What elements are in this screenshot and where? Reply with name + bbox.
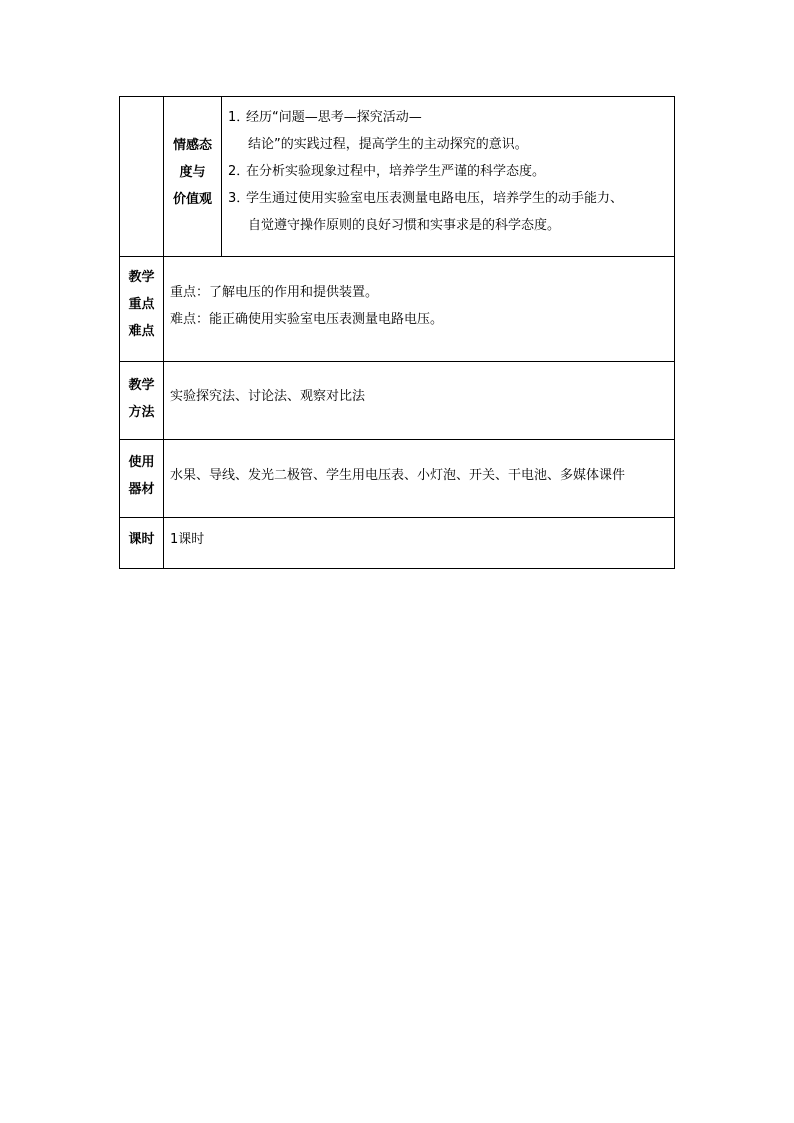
method-text: 实验探究法、讨论法、观察对比法 [170, 389, 366, 404]
row-divider-1 [120, 256, 674, 257]
lesson-plan-table [119, 96, 675, 569]
attitude-label-line: 情感态 [172, 138, 212, 153]
difficult-point-text: 难点：能正确使用实验室电压表测量电路电压。 [170, 312, 444, 327]
attitude-item-1 [228, 104, 422, 131]
key-points-label-line: 难点 [128, 324, 155, 339]
attitude-label-line: 价值观 [172, 192, 212, 207]
attitude-item-3 [228, 185, 623, 212]
attitude-item-text: 在分析实验现象过程中，培养学生严谨的科学态度。 [246, 164, 546, 179]
method-row-label [120, 372, 163, 426]
attitude-item-1-continued: 结论”的实践过程，提高学生的主动探究的意识。 [248, 137, 528, 152]
key-point-text: 重点：了解电压的作用和提供装置。 [170, 285, 379, 300]
row-divider-2 [120, 361, 674, 362]
row-divider-4 [120, 517, 674, 518]
column-divider-2 [221, 97, 222, 256]
row-divider-3 [120, 439, 674, 440]
key-points-label-line: 重点 [128, 297, 155, 312]
equipment-text: 水果、导线、发光二极管、学生用电压表、小灯泡、开关、干电池、多媒体课件 [170, 468, 626, 483]
list-number: 1． [228, 110, 250, 125]
equipment-label-line: 使用 [128, 455, 155, 470]
list-number: 3． [228, 191, 250, 206]
attitude-item-2 [228, 158, 545, 185]
periods-row-label [120, 526, 163, 553]
key-points-row-label [120, 264, 163, 345]
periods-label-line: 课时 [128, 532, 155, 547]
equipment-label-line: 器材 [128, 482, 155, 497]
list-number: 2． [228, 164, 250, 179]
attitude-row-label [164, 132, 221, 213]
method-label-line: 方法 [128, 405, 155, 420]
attitude-item-text: 学生通过使用实验室电压表测量电路电压，培养学生的动手能力、 [246, 191, 624, 206]
attitude-item-text: 经历“问题—思考—探究活动— [246, 110, 422, 125]
key-points-label-line: 教学 [128, 270, 155, 285]
equipment-row-label [120, 449, 163, 503]
attitude-label-line: 度与 [179, 165, 206, 180]
method-label-line: 教学 [128, 378, 155, 393]
attitude-item-3-continued: 自觉遵守操作原则的良好习惯和实事求是的科学态度。 [248, 218, 561, 233]
periods-text: 1课时 [170, 532, 205, 547]
